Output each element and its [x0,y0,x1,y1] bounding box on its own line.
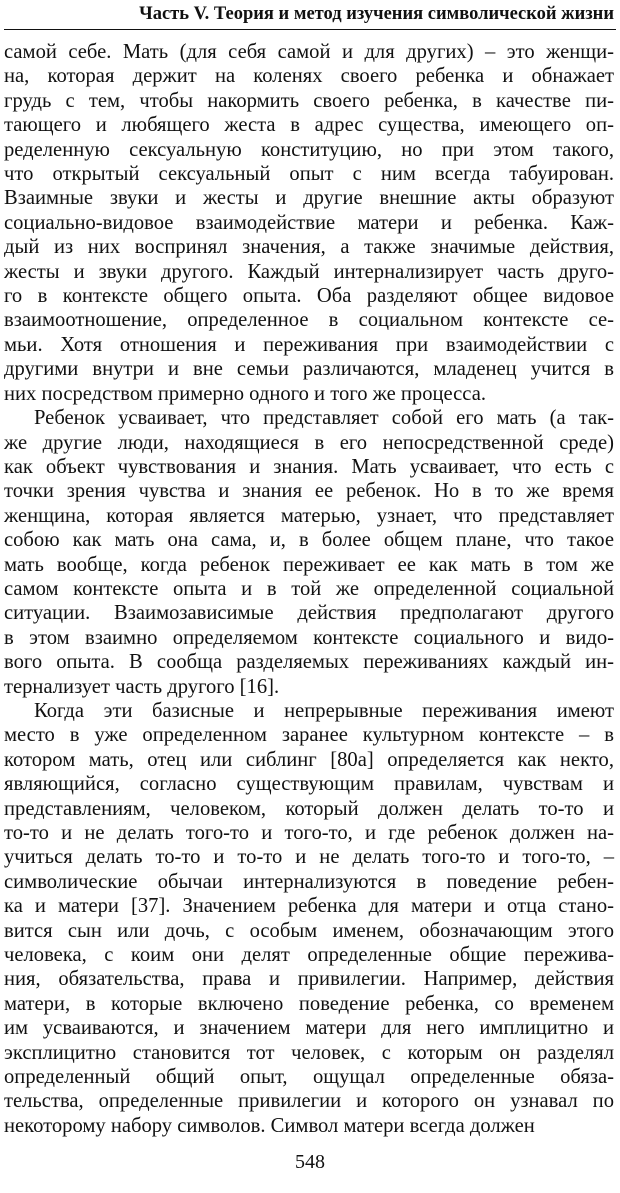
text-line: являющийся, согласно существующим правилам, чувствам и [4,773,614,796]
text-line: мать вообще, когда ребенок переживает ее как мать в том же [4,553,614,576]
body-text [4,40,614,1138]
text-line: место в уже определенном заранее культурном контексте – в [4,724,614,747]
text-line: в этом взаимно определяемом контексте социального и видо- [4,626,614,649]
text-line: как объект чувствования и знания. Мать усваивает, что есть с [4,455,614,478]
text-line: ния, обязательства, права и привилегии. Например, действия [4,968,614,991]
header-rule [4,29,616,30]
text-line: на, которая держит на коленях своего ребенка и обнажает [4,65,614,88]
text-line: них посредством примерно одного и того же процесса. [4,382,486,405]
text-line: самой себе. Мать (для себя самой и для других) – это женщи- [4,41,614,63]
text-line: Ребенок усваивает, что представляет собой его мать (а так- [34,407,614,430]
page-number: 548 [295,1151,325,1173]
text-line: им усваиваются, и значением матери для него имплицитно и [4,1017,614,1040]
text-line: го в контексте общего опыта. Оба разделяют общее видовое [4,285,614,308]
text-line: тельства, определенные привилегии и которого он узнавал по [4,1090,614,1113]
paragraph [4,699,614,1138]
text-line: что открытый сексуальный опыт с ним всегда табуирован. [4,163,614,186]
text-line: же другие люди, находящиеся в его непосредственной среде) [4,431,614,454]
text-line: ситуации. Взаимозависимые действия предполагают другого [4,602,614,625]
text-line: женщина, которая является матерью, узнает, что представляет [4,504,614,527]
running-header: Часть V. Теория и метод изучения символической жизни [139,4,614,24]
text-line: некоторому набору символов. Символ матери всегда должен [4,1114,535,1137]
text-line: вится сын или дочь, с особым именем, обозначающим этого [4,919,614,942]
text-line: то-то и не делать того-то и того-то, и где ребенок должен на- [4,822,614,844]
paragraph [4,406,614,699]
paragraph [4,40,614,406]
text-line: ределенную сексуальную конституцию, но при этом такого, [4,138,614,161]
text-line: дый из них воспринял значения, а также значимые действия, [4,236,614,259]
text-line: ка и матери [37]. Значением ребенка для матери и отца стано- [4,895,614,918]
text-line: эксплицитно становится тот человек, с которым он разделял [4,1041,614,1064]
text-line: определенный общий опыт, ощущал определенные обяза- [4,1066,614,1089]
text-line: жесты и звуки другого. Каждый интернализирует часть друго- [4,260,614,283]
text-line: человека, с коим они делят определенные общие пережива- [4,944,614,967]
text-line: социально-видовое взаимодействие матери и ребенка. Каж- [4,211,614,234]
text-line: символические обычаи интернализуются в поведение ребен- [4,870,614,893]
text-line: тернализует часть другого [16]. [4,675,280,698]
text-line: самом контексте опыта и в той же определенной социальной [4,577,614,600]
text-line: грудь с тем, чтобы накормить своего ребенка, в качестве пи- [4,89,614,112]
text-line: собою как мать она сама, и, в более общем плане, что такое [4,529,614,552]
text-line: учиться делать то-то и то-то и не делать того-то и того-то, – [4,846,614,869]
text-line: точки зрения чувства и знания ее ребенок. Но в то же время [4,480,614,503]
text-line: тающего и любящего жеста в адрес существа, имеющего оп- [4,114,614,137]
text-line: мьи. Хотя отношения и переживания при взаимодействии с [4,333,614,356]
text-line: представлениям, человеком, который должен делать то-то и [4,797,614,820]
text-line: котором мать, отец или сиблинг [80а] определяется как некто, [4,748,614,771]
text-line: взаимоотношение, определенное в социальном контексте се- [4,309,614,332]
text-line: другими внутри и вне семьи различаются, младенец учится в [4,358,614,381]
text-line: Взаимные звуки и жесты и другие внешние акты образуют [4,187,614,210]
text-line: Когда эти базисные и непрерывные переживания имеют [34,699,614,722]
text-line: матери, в которые включено поведение ребенка, со временем [4,992,614,1015]
text-line: вого опыта. В сообща разделяемых переживаниях каждый ин- [4,651,614,674]
